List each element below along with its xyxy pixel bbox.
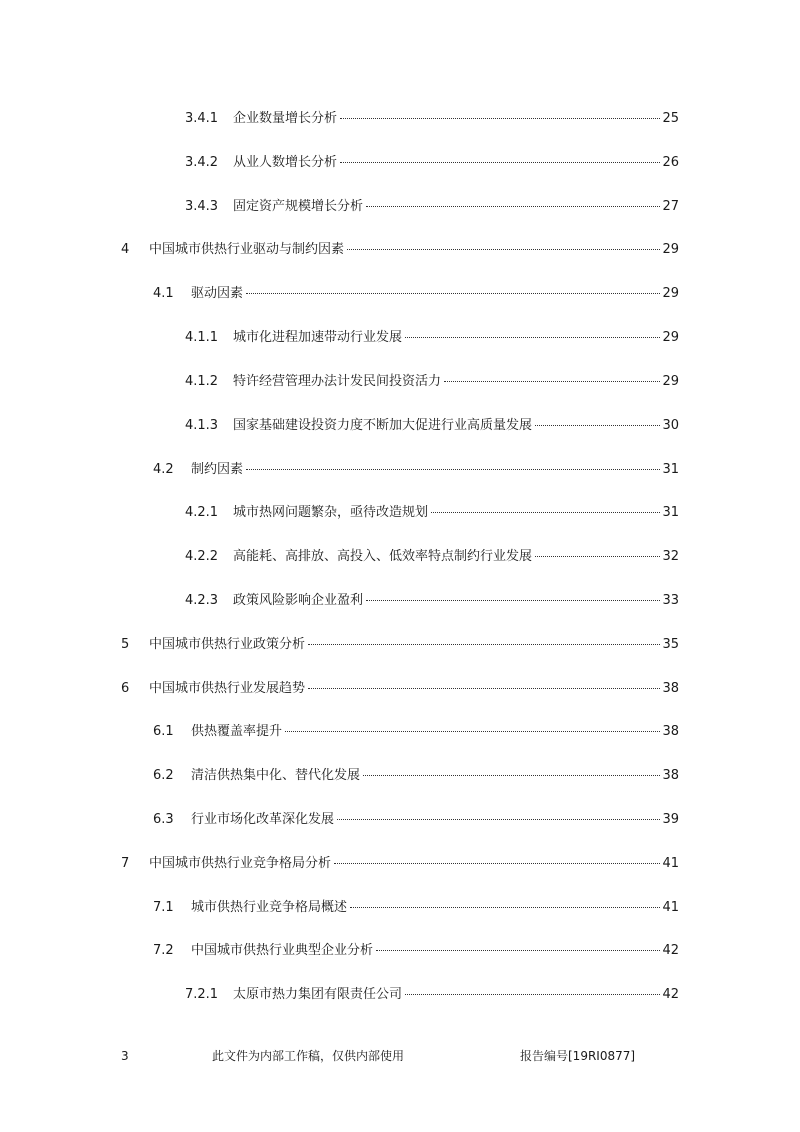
dot-leader xyxy=(431,512,660,513)
toc-entry-number: 4.1.1 xyxy=(185,330,219,345)
dot-leader xyxy=(246,293,660,294)
toc-entry-number: 4.2 xyxy=(153,462,174,477)
toc-entry-title: 企业数量增长分析 xyxy=(233,111,338,126)
toc-entry-number: 7.2 xyxy=(153,943,174,958)
toc-entry-page: 42 xyxy=(662,987,679,1002)
dot-leader xyxy=(366,600,660,601)
dot-leader xyxy=(308,644,660,645)
toc-entry[interactable] xyxy=(0,109,800,129)
toc-entry-number: 5 xyxy=(121,637,130,652)
dot-leader xyxy=(405,994,660,995)
toc-entry-page: 42 xyxy=(662,943,679,958)
toc-entry-page: 41 xyxy=(662,900,679,915)
toc-entry-page: 38 xyxy=(662,724,679,739)
toc-entry-page: 35 xyxy=(662,637,679,652)
toc-entry-title: 政策风险影响企业盈利 xyxy=(233,593,364,608)
dot-leader xyxy=(340,118,660,119)
toc-entry-title: 中国城市供热行业竞争格局分析 xyxy=(149,856,332,871)
toc-entry-title: 中国城市供热行业发展趋势 xyxy=(149,681,306,696)
toc-entry-number: 7 xyxy=(121,856,130,871)
dot-leader xyxy=(308,688,660,689)
dot-leader xyxy=(363,775,660,776)
toc-entry[interactable] xyxy=(0,328,800,348)
toc-entry-page: 29 xyxy=(662,286,679,301)
toc-entry[interactable] xyxy=(0,635,800,655)
dot-leader xyxy=(337,819,660,820)
toc-entry[interactable] xyxy=(0,547,800,567)
dot-leader xyxy=(535,556,660,557)
toc-entry-title: 特许经营管理办法计发民间投资活力 xyxy=(233,374,442,389)
toc-entry-number: 3.4.2 xyxy=(185,155,219,170)
toc-entry-page: 29 xyxy=(662,374,679,389)
dot-leader xyxy=(444,381,660,382)
toc-entry-page: 31 xyxy=(662,505,679,520)
toc-entry-page: 27 xyxy=(662,199,679,214)
dot-leader xyxy=(366,206,660,207)
toc-entry-title: 高能耗、高排放、高投入、低效率特点制约行业发展 xyxy=(233,549,533,564)
toc-entry[interactable] xyxy=(0,153,800,173)
toc-entry[interactable] xyxy=(0,372,800,392)
toc-entry-number: 6.2 xyxy=(153,768,174,783)
dot-leader xyxy=(334,863,660,864)
toc-entry-number: 6.3 xyxy=(153,812,174,827)
dot-leader xyxy=(376,950,660,951)
toc-entry-title: 中国城市供热行业政策分析 xyxy=(149,637,306,652)
toc-entry-page: 29 xyxy=(662,330,679,345)
toc-entry-page: 33 xyxy=(662,593,679,608)
toc-entry-title: 供热覆盖率提升 xyxy=(191,724,283,739)
toc-entry-title: 中国城市供热行业驱动与制约因素 xyxy=(149,242,345,257)
toc-entry-title: 清洁供热集中化、替代化发展 xyxy=(191,768,361,783)
toc-entry-title: 制约因素 xyxy=(191,462,244,477)
dot-leader xyxy=(535,425,660,426)
toc-entry[interactable] xyxy=(0,898,800,918)
toc-entry-page: 31 xyxy=(662,462,679,477)
toc-entry-page: 41 xyxy=(662,856,679,871)
toc-entry-number: 4.1.3 xyxy=(185,418,219,433)
toc-entry-number: 4.1 xyxy=(153,286,174,301)
toc-entry-number: 4 xyxy=(121,242,130,257)
toc-entry[interactable] xyxy=(0,985,800,1005)
toc-entry-page: 26 xyxy=(662,155,679,170)
toc-entry-title: 城市化进程加速带动行业发展 xyxy=(233,330,403,345)
toc-entry[interactable] xyxy=(0,854,800,874)
toc-entry-number: 7.2.1 xyxy=(185,987,219,1002)
toc-entry-page: 39 xyxy=(662,812,679,827)
dot-leader xyxy=(246,469,660,470)
dot-leader xyxy=(285,731,660,732)
toc-entry[interactable] xyxy=(0,197,800,217)
toc-entry-number: 4.2.2 xyxy=(185,549,219,564)
dot-leader xyxy=(350,907,660,908)
toc-entry[interactable] xyxy=(0,416,800,436)
toc-entry[interactable] xyxy=(0,503,800,523)
toc-entry-number: 3.4.3 xyxy=(185,199,219,214)
toc-entry[interactable] xyxy=(0,240,800,260)
toc-entry-title: 城市热网问题繁杂，亟待改造规划 xyxy=(233,505,429,520)
toc-entry-number: 3.4.1 xyxy=(185,111,219,126)
toc-entry-page: 29 xyxy=(662,242,679,257)
toc-entry-page: 25 xyxy=(662,111,679,126)
toc-entry-title: 国家基础建设投资力度不断加大促进行业高质量发展 xyxy=(233,418,533,433)
footer-page-number: 3 xyxy=(121,1049,129,1063)
toc-entry[interactable] xyxy=(0,766,800,786)
toc-entry-title: 中国城市供热行业典型企业分析 xyxy=(191,943,374,958)
toc-entry-number: 4.2.3 xyxy=(185,593,219,608)
toc-entry-page: 38 xyxy=(662,768,679,783)
toc-entry-number: 7.1 xyxy=(153,900,174,915)
toc-entry-title: 行业市场化改革深化发展 xyxy=(191,812,335,827)
page-footer xyxy=(0,1046,800,1066)
toc-entry-page: 38 xyxy=(662,681,679,696)
toc-entry-title: 驱动因素 xyxy=(191,286,244,301)
toc-entry-title: 固定资产规模增长分析 xyxy=(233,199,364,214)
toc-entry-page: 30 xyxy=(662,418,679,433)
toc-entry[interactable] xyxy=(0,460,800,480)
toc-entry-title: 城市供热行业竞争格局概述 xyxy=(191,900,348,915)
toc-entry-number: 6.1 xyxy=(153,724,174,739)
toc-entry-title: 太原市热力集团有限责任公司 xyxy=(233,987,403,1002)
toc-entry[interactable] xyxy=(0,810,800,830)
toc-entry[interactable] xyxy=(0,591,800,611)
footer-confidential-note: 此文件为内部工作稿，仅供内部使用 xyxy=(212,1049,405,1063)
dot-leader xyxy=(347,249,660,250)
toc-entry[interactable] xyxy=(0,284,800,304)
toc-entry[interactable] xyxy=(0,941,800,961)
toc-entry-title: 从业人数增长分析 xyxy=(233,155,338,170)
toc-entry-number: 6 xyxy=(121,681,130,696)
toc-entry-number: 4.2.1 xyxy=(185,505,219,520)
toc-entry-page: 32 xyxy=(662,549,679,564)
toc-entry-number: 4.1.2 xyxy=(185,374,219,389)
toc-entry[interactable] xyxy=(0,679,800,699)
dot-leader xyxy=(405,337,660,338)
dot-leader xyxy=(340,162,660,163)
toc-entry[interactable] xyxy=(0,722,800,742)
footer-report-code: 报告编号[19RI0877] xyxy=(520,1049,636,1063)
